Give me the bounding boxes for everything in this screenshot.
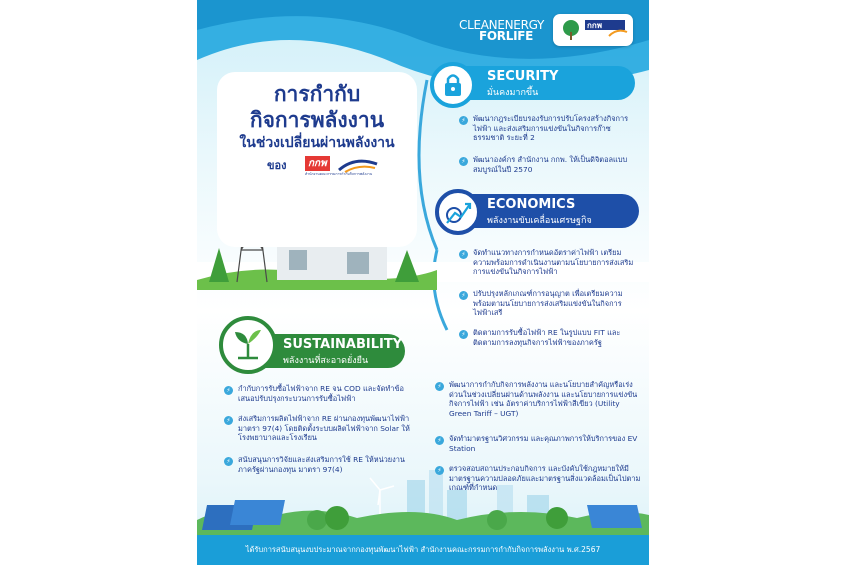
sustainability-heading: SUSTAINABILITY (283, 337, 403, 352)
sustain-left-bullet-1: กำกับการรับซื้อไฟฟ้าจาก RE จน COD และจัดทำข้อเสนอปรับปรุงกระบวนการรับซื้อไฟฟ้า (238, 384, 404, 403)
title-card (217, 72, 417, 247)
bolt-icon: ⚡ (435, 382, 444, 391)
erc-logo-caption: สำนักงานคณะกรรมการกำกับกิจการพลังงาน (305, 172, 373, 176)
sustainability-subheading: พลังงานที่สะอาดยั่งยืน (283, 356, 369, 366)
sustain-right-bullet-2: จัดทำมาตรฐานวิศวกรรม และคุณภาพการให้บริการของ EV Station (449, 434, 638, 453)
economics-bullet-2: ปรับปรุงหลักเกณฑ์การอนุญาต เพื่อเตรียมความพร้อมตามนโยบายการส่งเสริมแข่งขันในกิจการไฟฟ้าเสรี (473, 289, 623, 318)
economics-heading: ECONOMICS (487, 197, 576, 212)
brand-line1: CLEANENERGY (459, 18, 545, 32)
infographic-poster (197, 0, 649, 565)
bolt-icon: ⚡ (459, 116, 468, 125)
footer-banner: ได้รับการสนับสนุนงบประมาณจากกองทุนพัฒนาไฟฟ้า สำนักงานคณะกรรมการกำกับกิจการพลังงาน พ.ศ.2567 (197, 535, 649, 565)
brand-line2: FORLIFE (479, 29, 534, 43)
bolt-icon: ⚡ (459, 250, 468, 259)
title-line1: การกำกับ (273, 82, 361, 106)
security-heading: SECURITY (487, 69, 559, 84)
security-bullet-1: พัฒนากฎระเบียบรองรับการปรับโครงสร้างกิจการไฟฟ้า และส่งเสริมการแข่งขันในกิจการก๊าซธรรมชาติ ระยะที่ 2 (473, 114, 629, 143)
title-line2: กิจการพลังงาน (249, 108, 385, 132)
clean-energy-brand (459, 20, 544, 42)
security-circle (430, 62, 476, 108)
leaf-plant-icon (223, 320, 273, 370)
bolt-icon: ⚡ (224, 416, 233, 425)
bolt-icon: ⚡ (224, 386, 233, 395)
growth-chart-icon (439, 193, 477, 231)
bolt-icon: ⚡ (435, 436, 444, 445)
economics-subheading: พลังงานขับเคลื่อนเศรษฐกิจ (487, 216, 592, 226)
title-line4: ของ (267, 159, 287, 172)
bolt-icon: ⚡ (459, 291, 468, 300)
partner-logos (553, 14, 633, 46)
bolt-icon: ⚡ (224, 457, 233, 466)
erc-logo-text: กกพ (305, 156, 330, 171)
erc-logo (305, 156, 385, 184)
bolt-icon: ⚡ (435, 466, 444, 475)
security-subheading: มั่นคงมากขึ้น (487, 88, 539, 98)
economics-circle (435, 189, 481, 235)
bolt-icon: ⚡ (459, 157, 468, 166)
economics-bullet-3: ติดตามการรับซื้อไฟฟ้า RE ในรูปแบบ FIT และติดตามการลงทุนกิจการไฟฟ้าของภาครัฐ (473, 328, 621, 347)
sustain-right-bullet-1: พัฒนาการกำกับกิจการพลังงาน และนโยบายสำคัญหรือเร่งด่วนในช่วงเปลี่ยนผ่านด้านพลังงาน และนโยบายการแข่งขันกิจการไฟฟ้า เช่น อัตราค่าบริการไฟฟ้าสีเขียว (Utility Green Tariff – UGT) (449, 380, 638, 418)
erc-swoosh-icon (305, 156, 385, 184)
title-line3: ในช่วงเปลี่ยนผ่านพลังงาน (239, 135, 395, 151)
sustainability-circle (219, 316, 277, 374)
sustain-right-bullet-3: ตรวจสอบสถานประกอบกิจการ และบังคับใช้กฎหมายให้มีมาตรฐานความปลอดภัยและมาตรฐานสิ่งแวดล้อมเป็นไปตามเกณฑ์ที่กำหนด (449, 464, 641, 493)
tree-logo-icon (553, 14, 633, 46)
economics-bullet-1: จัดทำแนวทางการกำหนดอัตราค่าไฟฟ้า เตรียมความพร้อมการดำเนินงานตามนโยบายการส่งเสริมการแข่งขันในกิจการไฟฟ้า (473, 248, 634, 277)
security-bullet-2: พัฒนาองค์กร สำนักงาน กกพ. ให้เป็นดิจิตอลแบบสมบูรณ์ในปี 2570 (473, 155, 628, 174)
lock-icon (434, 66, 472, 104)
svg-text:กกพ: กกพ (587, 21, 602, 30)
sustain-left-bullet-3: สนับสนุนการวิจัยและส่งเสริมการใช้ RE ให้หน่วยงานภาครัฐผ่านกองทุน มาตรา 97(4) (238, 455, 405, 474)
bolt-icon: ⚡ (459, 330, 468, 339)
sustain-left-bullet-2: ส่งเสริมการผลิตไฟฟ้าจาก RE ผ่านกองทุนพัฒนาไฟฟ้า มาตรา 97(4) โดยติดตั้งระบบผลิตไฟฟ้าจาก Solar ให้โรงพยาบาลและโรงเรียน (238, 414, 410, 443)
